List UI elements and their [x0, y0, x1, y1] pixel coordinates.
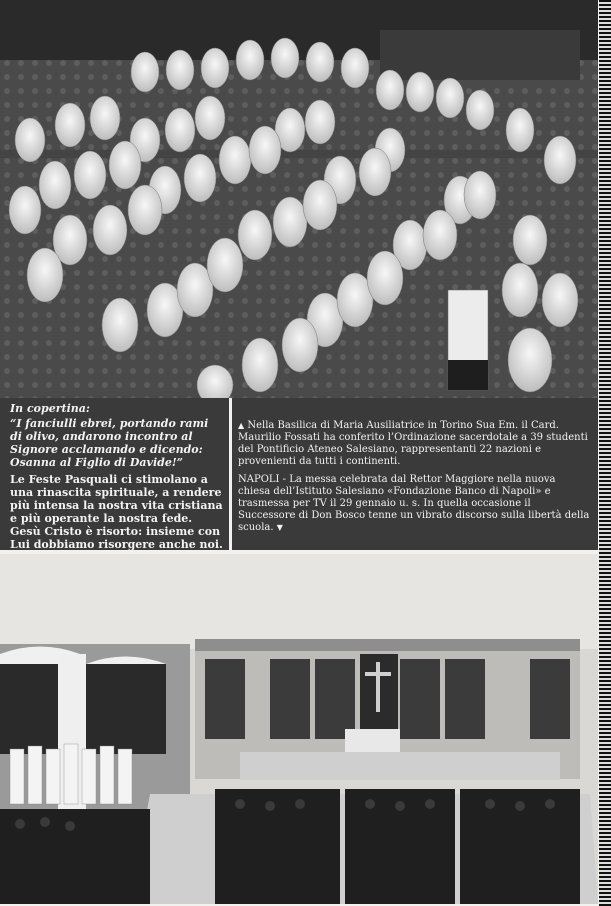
napoli-caption-text: NAPOLI - La messa celebrata dal Rettor Maggiore nella nuova chiesa dell’Istituto Salesiano «Fondazione Banco di Napoli» e trasmessa per TV il 29 gennaio u. s. In quella occasione il Successore di Don Bosco tenne un vibrato discorso sulla libertà della scuola.	[238, 474, 590, 533]
arrow-up-icon: ▲	[238, 421, 245, 430]
cover-caption-quote: “I fanciulli ebrei, portando rami di olivo, andarono incontro al Signore acclamando e dicendo: Osanna al Figlio di Davide!”	[10, 417, 209, 469]
photo-captions	[238, 420, 590, 540]
bottom-photo	[0, 554, 598, 904]
caption-divider	[229, 398, 232, 550]
page-edge-strip	[599, 0, 611, 906]
arrow-down-icon: ▼	[276, 523, 283, 532]
cover-caption	[10, 402, 224, 551]
ordination-ceremony-photo	[0, 0, 598, 398]
cover-caption-body: Le Feste Pasquali ci stimolano a una rinascita spirituale, a rendere più intensa la nostra vita cristiana e più operante la nostra fede. Gesù Cristo è risorto: insieme con Lui dobbiamo risorgere anche noi.	[10, 473, 223, 551]
ordination-caption-text: Nella Basilica di Maria Ausiliatrice in Torino Sua Em. il Card. Maurilio Fossati ha conferito l’Ordinazione sacerdotale a 39 studenti del Pontificio Ateneo Salesiano, rappresentanti 22 nazioni e provenienti da tutti i continenti.	[238, 420, 588, 467]
top-photo	[0, 0, 598, 398]
church-mass-photo	[0, 554, 598, 904]
ordination-caption	[238, 420, 590, 468]
caption-bar	[0, 398, 598, 550]
napoli-caption	[238, 474, 590, 534]
cover-caption-heading: In copertina:	[10, 402, 90, 415]
